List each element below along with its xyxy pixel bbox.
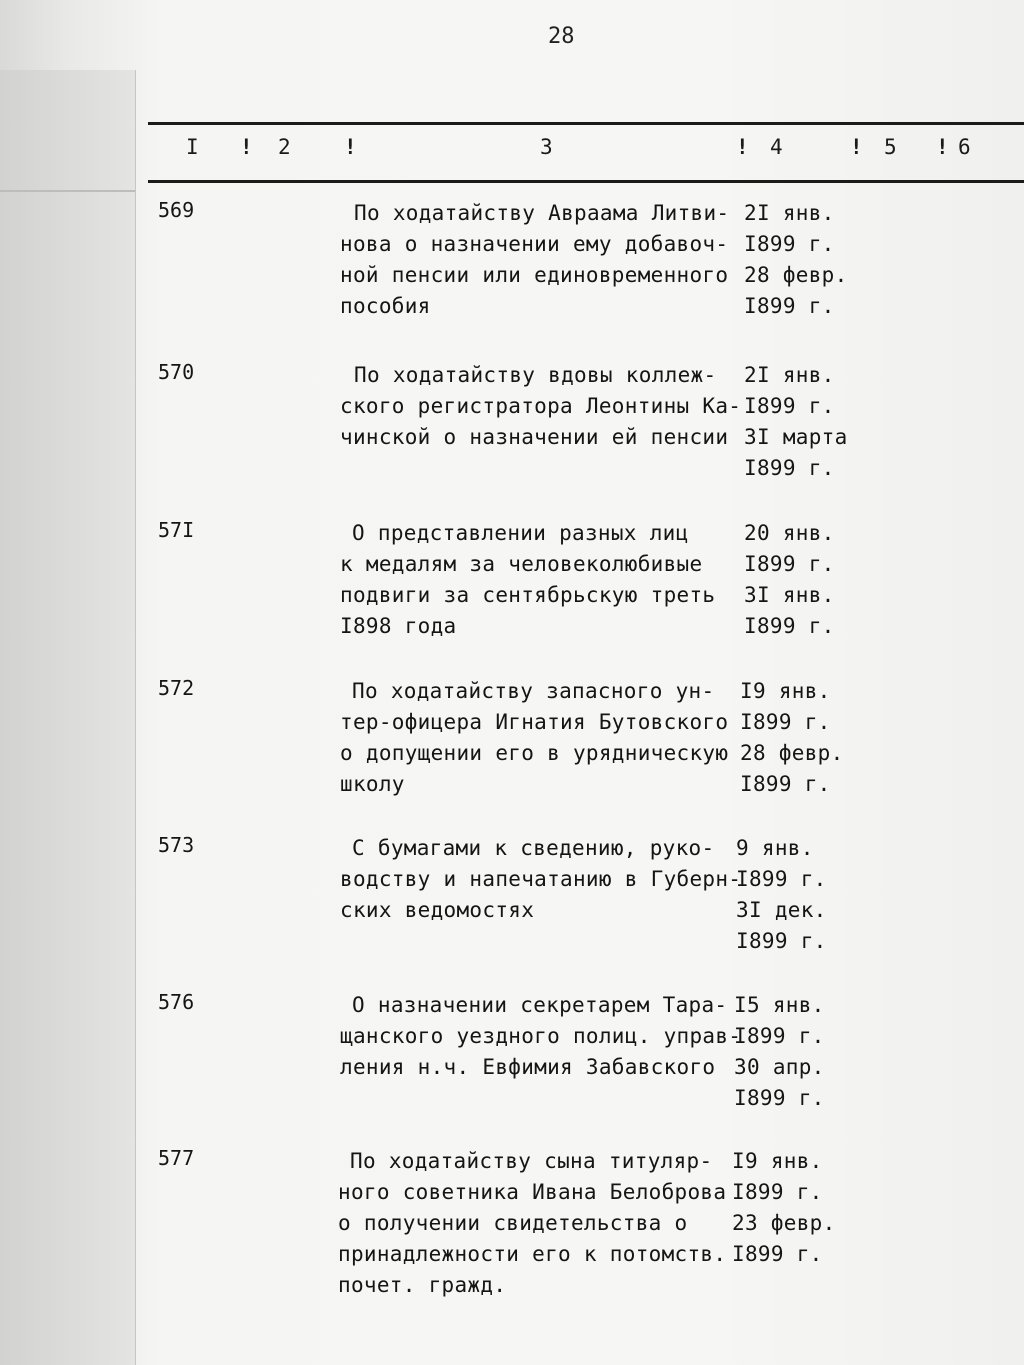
record-dates <box>744 198 884 322</box>
column-separator: ! <box>344 135 357 159</box>
record-date-line: 23 февр. <box>732 1211 836 1235</box>
record-title-line: щанского уездного полиц. управ- <box>340 1024 742 1048</box>
record-date-line: I899 г. <box>744 294 835 318</box>
column-separator: ! <box>240 135 253 159</box>
record-title-line: По ходатайству сына титуляр- <box>350 1149 713 1173</box>
record-date-line: 28 февр. <box>744 263 848 287</box>
header-top-rule <box>148 122 1024 125</box>
record-title-line: о получении свидетельства о <box>338 1211 688 1235</box>
record-date-line: 2I янв. <box>744 363 835 387</box>
record-number: 569 <box>158 198 195 222</box>
record-date-line: 28 февр. <box>740 741 844 765</box>
record-title-line: пособия <box>340 294 431 318</box>
record-title-line: О представлении разных лиц <box>352 521 689 545</box>
record-date-line: I899 г. <box>744 456 835 480</box>
record-title <box>340 360 772 453</box>
page-number: 28 <box>548 24 575 49</box>
record-date-line: 3I янв. <box>744 583 835 607</box>
column-header-1: I <box>186 135 199 159</box>
record-date-line: 30 апр. <box>734 1055 825 1079</box>
record-title-line: водству и напечатанию в Губерн- <box>340 867 742 891</box>
record-date-line: I899 г. <box>740 710 831 734</box>
record-date-line: I899 г. <box>736 929 827 953</box>
record-title-line: ских ведомостях <box>340 898 535 922</box>
record-title <box>340 833 772 926</box>
record-title <box>340 990 772 1083</box>
record-title-line: С бумагами к сведению, руко- <box>352 836 715 860</box>
record-title-line: ного советника Ивана Белоброва <box>338 1180 727 1204</box>
record-date-line: I5 янв. <box>734 993 825 1017</box>
record-dates <box>732 1146 872 1270</box>
record-date-line: I899 г. <box>734 1024 825 1048</box>
record-title-line: нова о назначении ему добавоч- <box>340 232 729 256</box>
record-title <box>340 198 772 322</box>
record-dates <box>734 990 874 1114</box>
record-date-line: I899 г. <box>744 394 835 418</box>
record-title-line: школу <box>340 772 405 796</box>
record-number: 573 <box>158 833 195 857</box>
record-date-line: 2I янв. <box>744 201 835 225</box>
record-dates <box>744 518 884 642</box>
record-dates <box>736 833 876 957</box>
record-title-line: к медалям за человеколюбивые <box>340 552 703 576</box>
record-title-line: По ходатайству запасного ун- <box>352 679 715 703</box>
record-number: 577 <box>158 1146 195 1170</box>
record-title-line: тер-офицера Игнатия Бутовского <box>340 710 729 734</box>
record-title <box>340 518 772 642</box>
record-title-line: По ходатайству Авраама Литви- <box>354 201 730 225</box>
column-separator: ! <box>736 135 749 159</box>
column-header-6: 6 <box>958 135 971 159</box>
record-title-line: О назначении секретарем Тара- <box>352 993 728 1017</box>
record-title-line: о допущении его в урядническую <box>340 741 729 765</box>
record-date-line: 3I марта <box>744 425 848 449</box>
record-date-line: I899 г. <box>732 1180 823 1204</box>
record-date-line: I899 г. <box>744 232 835 256</box>
column-header-3: 3 <box>540 135 553 159</box>
record-number: 576 <box>158 990 195 1014</box>
record-number: 572 <box>158 676 195 700</box>
record-date-line: 3I дек. <box>736 898 827 922</box>
record-date-line: I899 г. <box>744 552 835 576</box>
column-header-5: 5 <box>884 135 897 159</box>
record-date-line: 20 янв. <box>744 521 835 545</box>
record-date-line: I899 г. <box>734 1086 825 1110</box>
header-bottom-rule <box>148 180 1024 183</box>
column-header-2: 2 <box>278 135 291 159</box>
record-title-line: ского регистратора Леонтины Ка- <box>340 394 742 418</box>
record-title-line: принадлежности его к потомств. <box>338 1242 727 1266</box>
record-title-line: чинской о назначении ей пенсии <box>340 425 729 449</box>
record-date-line: I9 янв. <box>740 679 831 703</box>
record-title-line: По ходатайству вдовы коллеж- <box>354 363 717 387</box>
record-title <box>340 676 772 800</box>
record-number: 570 <box>158 360 195 384</box>
record-date-line: I899 г. <box>736 867 827 891</box>
previous-page-edge <box>0 70 136 1365</box>
column-header-4: 4 <box>770 135 783 159</box>
record-title-line: ной пенсии или единовременного <box>340 263 729 287</box>
record-title-line: ления н.ч. Евфимия Забавского <box>340 1055 716 1079</box>
record-dates <box>744 360 884 484</box>
record-date-line: I899 г. <box>732 1242 823 1266</box>
record-date-line: I9 янв. <box>732 1149 823 1173</box>
record-title-line: I898 года <box>340 614 457 638</box>
record-date-line: I899 г. <box>740 772 831 796</box>
record-number: 57I <box>158 518 195 542</box>
record-dates <box>740 676 880 800</box>
record-title <box>338 1146 770 1301</box>
record-title-line: почет. гражд. <box>338 1273 507 1297</box>
record-title-line: подвиги за сентябрьскую треть <box>340 583 716 607</box>
record-date-line: I899 г. <box>744 614 835 638</box>
column-separator: ! <box>850 135 863 159</box>
record-date-line: 9 янв. <box>736 836 814 860</box>
column-separator: ! <box>936 135 949 159</box>
